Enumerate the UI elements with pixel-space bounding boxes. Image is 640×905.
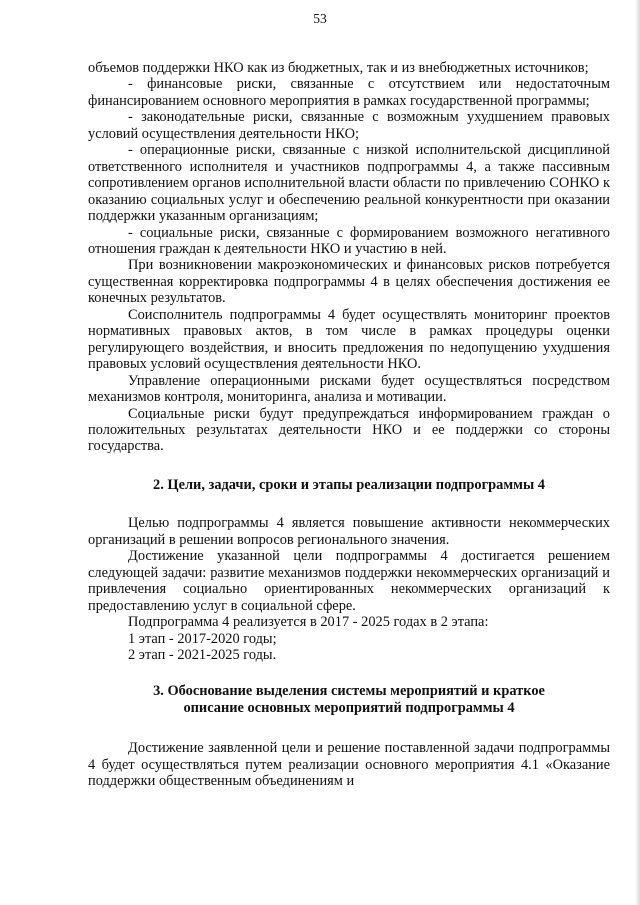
section-heading-3 — [88, 683, 610, 716]
page-number: 53 — [313, 11, 327, 26]
risk-item-legislative: - законодательные риски, связанные с возможным ухудшением правовых условий осуществления деятельности НКО; — [88, 109, 610, 142]
paragraph: Управление операционными рисками будет осуществляться посредством механизмов контроля, мониторинга, анализа и мотивации. — [88, 372, 610, 406]
risk-item-financial: - финансовые риски, связанные с отсутствием или недостаточным финансированием основного мероприятия в рамках государственной программы; — [88, 76, 610, 109]
paragraph: Целью подпрограммы 4 является повышение активности некоммерческих организаций в решении вопросов регионального значения. — [88, 515, 610, 548]
paragraph: Социальные риски будут предупреждаться информированием граждан о положительных результатах деятельности НКО и ее поддержки со стороны государства. — [88, 405, 610, 455]
scan-edge-shadow — [635, 0, 640, 905]
paragraph: Достижение заявленной цели и решение поставленной задачи подпрограммы 4 будет осуществляться путем реализации основного мероприятия 4.1 «Оказание поддержки общественным объединениям и — [88, 740, 610, 790]
risk-item-operational: - операционные риски, связанные с низкой исполнительской дисциплиной ответственного исполнителя и участников подпрограммы 4, а также пассивным сопротивлением органов исполнительной власти области по привлечению СОНКО к оказанию социальных услуг и обеспечению реальной конкурентности при оказании поддержки указанным организациям; — [88, 142, 610, 225]
stage-item: 2 этап - 2021-2025 годы. — [128, 646, 277, 663]
paragraph: При возникновении макроэкономических и финансовых рисков потребуется существенная корректировка подпрограммы 4 в целях обеспечения достижения ее конечных результатов. — [88, 257, 610, 307]
paragraph: Подпрограмма 4 реализуется в 2017 - 2025 годах в 2 этапа: — [128, 614, 489, 631]
stage-item: 1 этап - 2017-2020 годы; — [128, 630, 277, 647]
heading-line: описание основных мероприятий подпрограммы 4 — [183, 699, 515, 716]
risk-item-social: - социальные риски, связанные с формированием возможного негативного отношения граждан к деятельности НКО и участию в ней. — [88, 224, 610, 257]
page-content — [88, 60, 610, 790]
heading-line: 3. Обоснование выделения системы мероприятий и краткое — [153, 683, 545, 700]
paragraph: Достижение указанной цели подпрограммы 4 достигается решением следующей задачи: развитие механизмов поддержки некоммерческих организаций и привлечения социально ориентированных некоммерческих организаций к предоставлению услуг в социальной сфере. — [88, 548, 610, 614]
paragraph: объемов поддержки НКО как из бюджетных, так и из внебюджетных источников; — [88, 60, 589, 76]
section-heading-2: 2. Цели, задачи, сроки и этапы реализации подпрограммы 4 — [153, 476, 545, 493]
paragraph: Соисполнитель подпрограммы 4 будет осуществлять мониторинг проектов нормативных правовых актов, в том числе в рамках процедуры оценки регулирующего воздействия, и вносить предложения по недопущению ухудшения правовых условий осуществления деятельности НКО. — [88, 306, 610, 373]
